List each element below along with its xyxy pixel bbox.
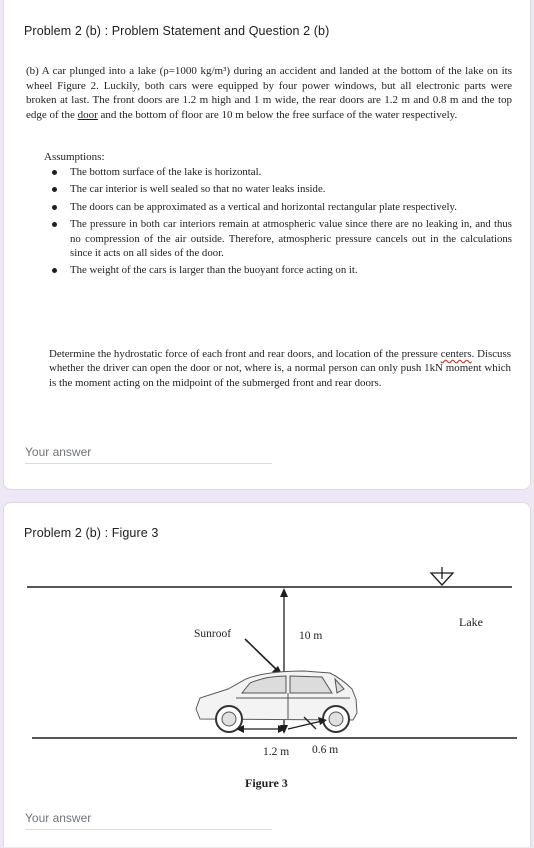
question-title: Problem 2 (b) : Problem Statement and Question 2 (b) — [24, 24, 330, 38]
statement-lead: (b) A car plunged into a lake (ρ=1000 kg/m³) during an accident and landed at the bottom of the lake on its wheel Figure 2. Luckily, both cars were equipped by four power windows, but all electronic parts were broken at last. The front doors are 1.2 m high and 1 m wide, the rear doors are 1.2 m and 0.8 m and the top edge of the — [26, 65, 512, 121]
sunroof-arrow — [245, 639, 283, 676]
assumption-item: The pressure in both car interiors remain at atmospheric value since there are no leaking in, and thus no compression of the air outside. Therefore, atmospheric pressure cancels out in the calculations since it acts on all sides of the door. — [40, 217, 512, 260]
statement-tail: and the bottom of floor are 10 m below the free surface of the water respectively. — [97, 108, 458, 121]
assumption-item: The car interior is well sealed so that no water leaks inside. — [40, 182, 512, 196]
answer-input[interactable]: Your answer — [25, 445, 92, 459]
problem-statement — [26, 64, 512, 122]
question-card-statement — [3, 0, 531, 490]
question-title: Problem 2 (b) : Figure 3 — [24, 526, 159, 540]
assumption-item: The doors can be approximated as a vertical and horizontal rectangular plate respectively. — [40, 200, 512, 214]
question-card-figure — [3, 502, 531, 847]
bullet-icon — [52, 205, 57, 210]
answer-underline — [25, 829, 272, 830]
assumption-item: The weight of the cars is larger than the buoyant force acting on it. — [40, 263, 512, 277]
assumption-item: The bottom surface of the lake is horizontal. — [40, 165, 512, 179]
assumptions-heading: Assumptions: — [44, 151, 105, 163]
rear-door-length-label: 0.6 m — [312, 744, 339, 756]
front-door-dimension — [236, 725, 286, 733]
figure-caption: Figure 3 — [245, 776, 288, 790]
front-door-length-label: 1.2 m — [263, 746, 290, 758]
bullet-icon — [52, 187, 57, 192]
lake-label: Lake — [459, 615, 483, 629]
figure-diagram — [4, 503, 532, 848]
misspelled-word: centers — [440, 348, 472, 360]
depth-label: 10 m — [299, 630, 323, 642]
statement-door-word: door — [77, 108, 98, 121]
car-drawing — [196, 671, 357, 732]
sunroof-label: Sunroof — [194, 628, 232, 640]
water-level-icon — [431, 567, 453, 585]
answer-underline — [25, 463, 272, 464]
question-text: Determine the hydrostatic force of each front and rear doors, and location of the pressure centers. Discuss whether the driver can open the door or not, where is, a normal person can only push 1kN moment which is the moment acting on the midpoint of the submerged front and rear doors. — [49, 348, 511, 389]
answer-input[interactable]: Your answer — [25, 811, 92, 825]
assumptions-list — [40, 165, 512, 281]
bullet-icon — [52, 170, 57, 175]
bullet-icon — [52, 268, 57, 273]
bullet-icon — [52, 222, 57, 227]
